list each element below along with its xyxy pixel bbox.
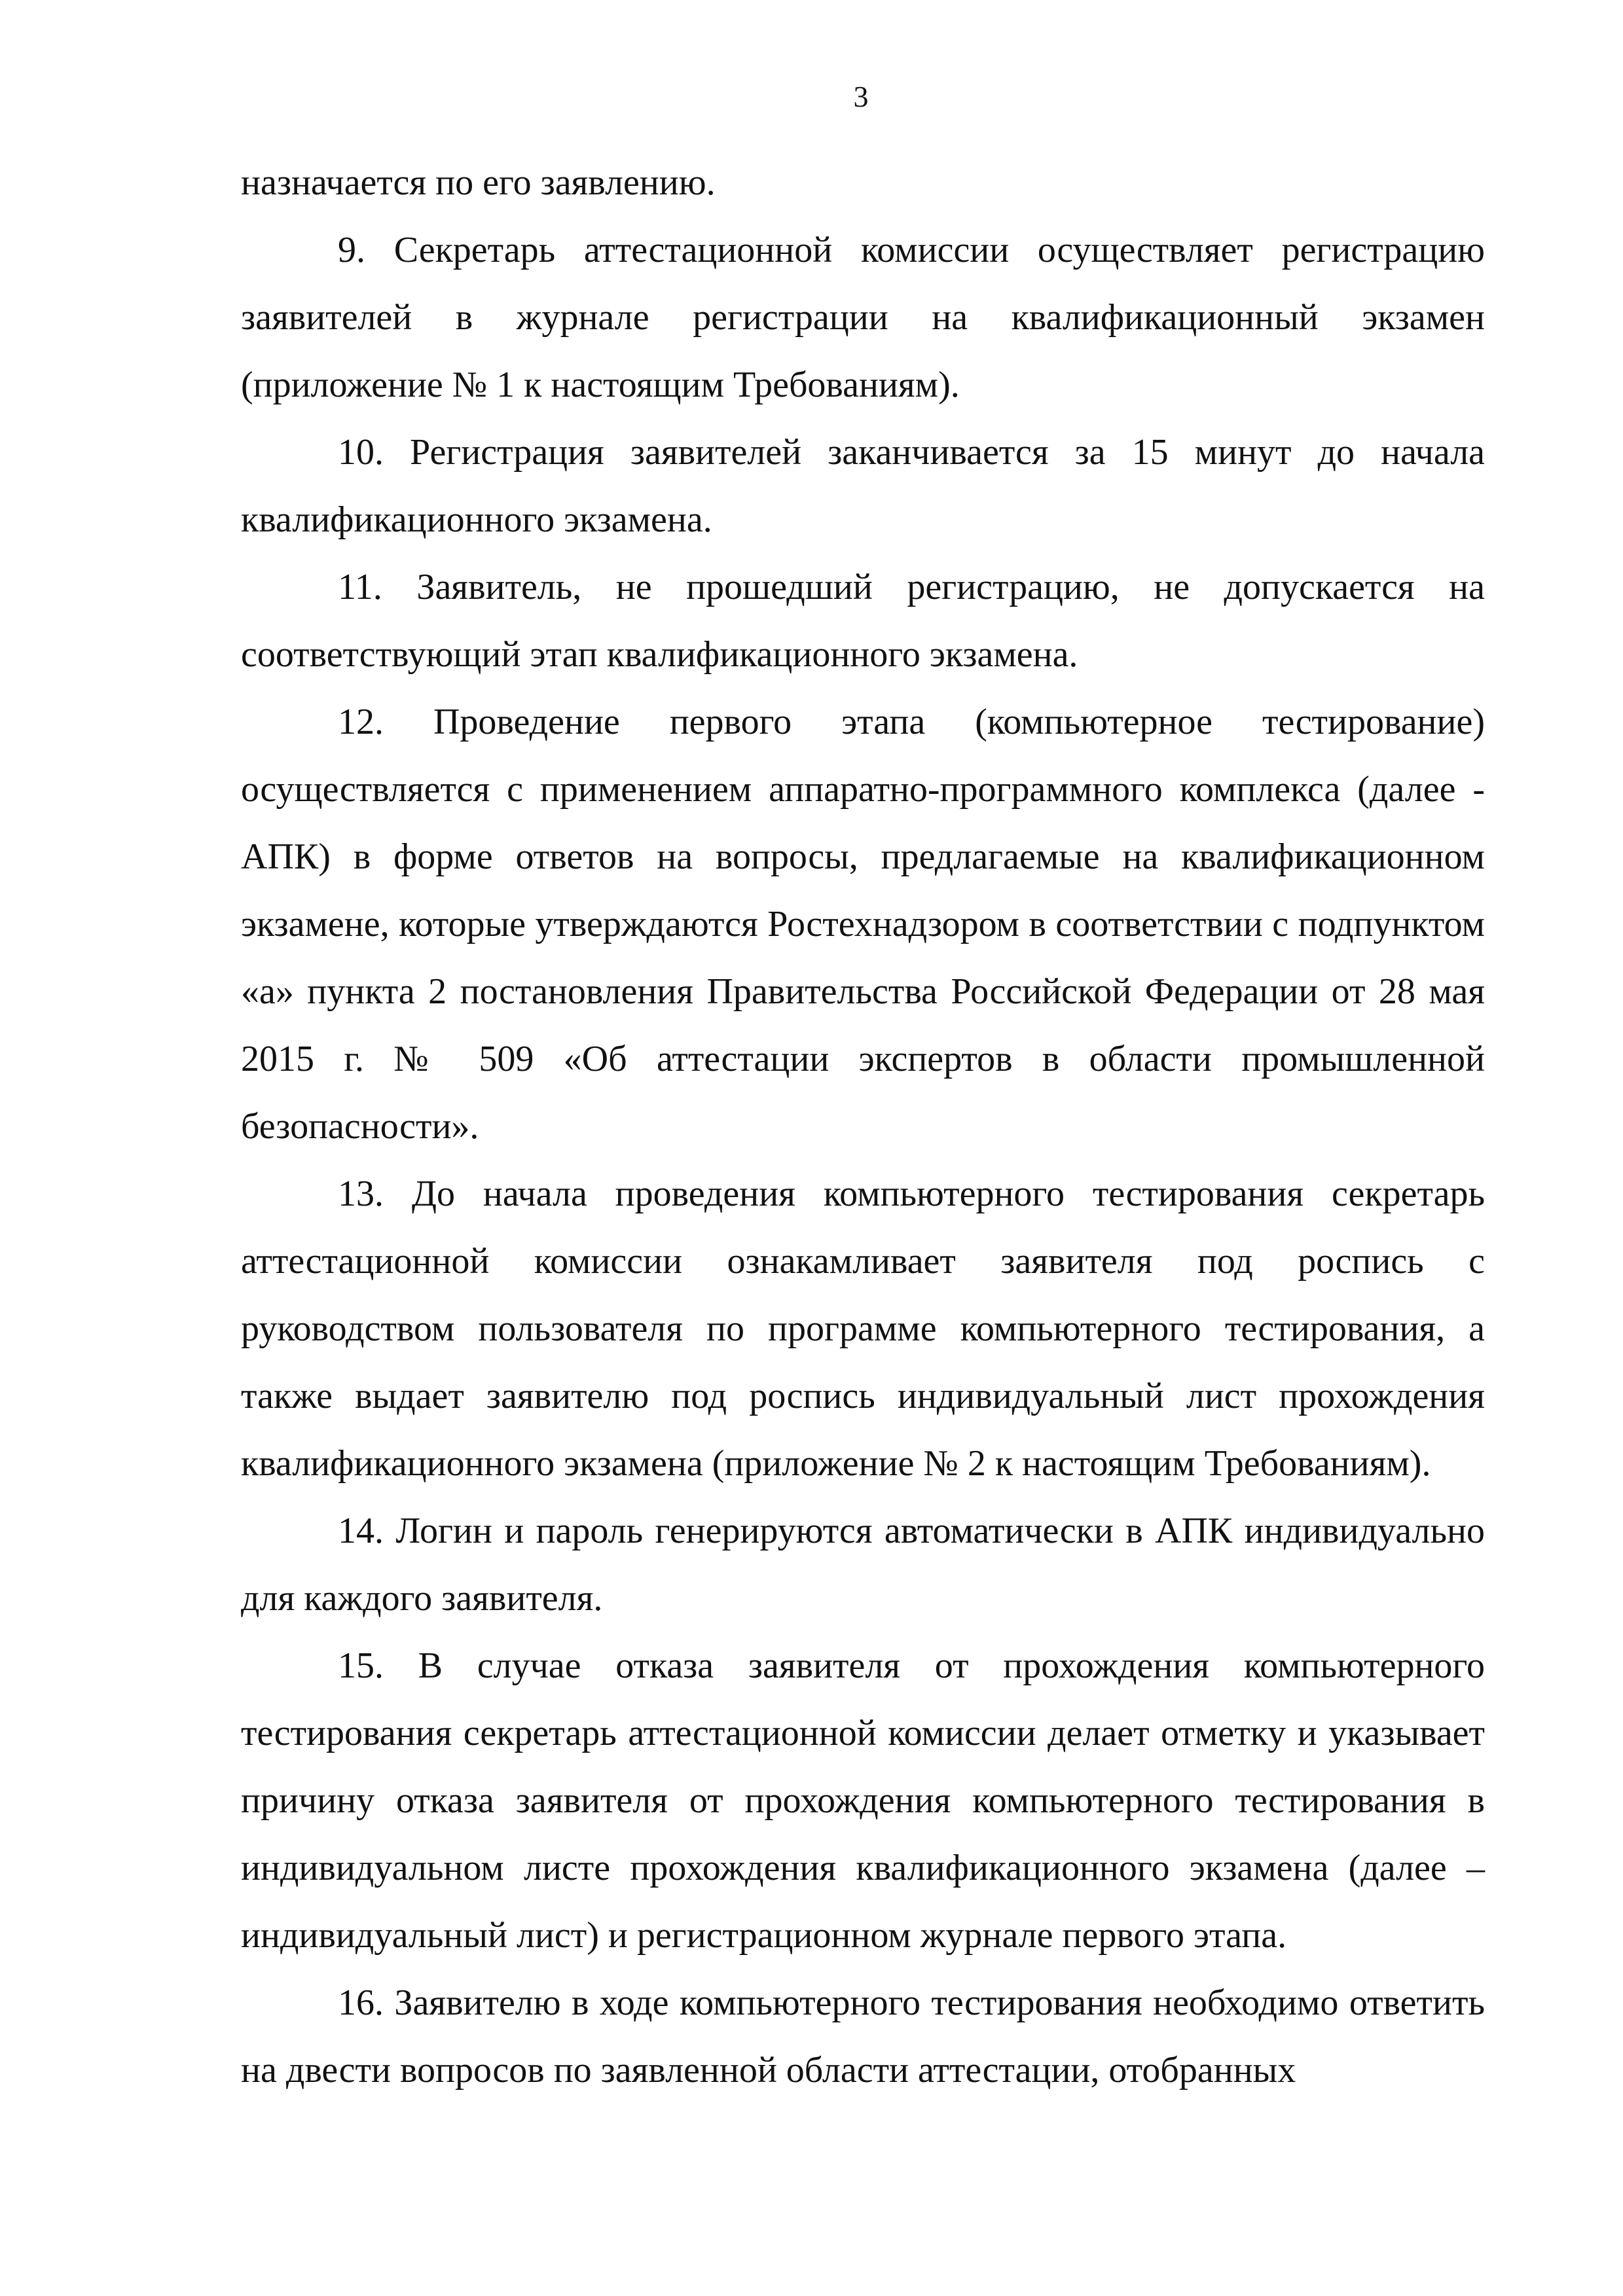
paragraph-9: 9. Секретарь аттестационной комиссии осуществляет регистрацию заявителей в журнале регистрации на квалификационный экзамен (приложение № 1 к настоящим Требованиям). [241, 230, 1485, 405]
page-number: 3 [853, 80, 869, 113]
paragraph-continuation: назначается по его заявлению. [241, 162, 716, 203]
paragraph-12: 12. Проведение первого этапа (компьютерное тестирование) осуществляется с применением аппаратно-программного комплекса (далее - АПК) в форме ответов на вопросы, предлагаемые на квалификационном экзамене, которые утверждаются Ростехнадзором в соответствии с подпунктом «а» пункта 2 постановления Правительства Российской Федерации от 28 мая 2015 г. № 509 «Об аттестации экспертов в области промышленной безопасности». [241, 702, 1485, 1147]
document-body [241, 149, 1485, 2104]
paragraph-14: 14. Логин и пароль генерируются автоматически в АПК индивидуально для каждого заявителя. [241, 1511, 1485, 1619]
paragraph-13: 13. До начала проведения компьютерного тестирования секретарь аттестационной комиссии ознакамливает заявителя под роспись с руководством пользователя по программе компьютерного тестирования, а также выдает заявителю под роспись индивидуальный лист прохождения квалификационного экзамена (приложение № 2 к настоящим Требованиям). [241, 1174, 1485, 1484]
paragraph-10: 10. Регистрация заявителей заканчивается за 15 минут до начала квалификационного экзамена. [241, 432, 1485, 540]
paragraph-16: 16. Заявителю в ходе компьютерного тестирования необходимо ответить на двести вопросов по заявленной области аттестации, отобранных [241, 1982, 1485, 2090]
paragraph-11: 11. Заявитель, не прошедший регистрацию, не допускается на соответствующий этап квалификационного экзамена. [241, 567, 1485, 675]
paragraph-15: 15. В случае отказа заявителя от прохождения компьютерного тестирования секретарь аттестационной комиссии делает отметку и указывает причину отказа заявителя от прохождения компьютерного тестирования в индивидуальном листе прохождения квалификационного экзамена (далее – индивидуальный лист) и регистрационном журнале первого этапа. [241, 1645, 1485, 1956]
